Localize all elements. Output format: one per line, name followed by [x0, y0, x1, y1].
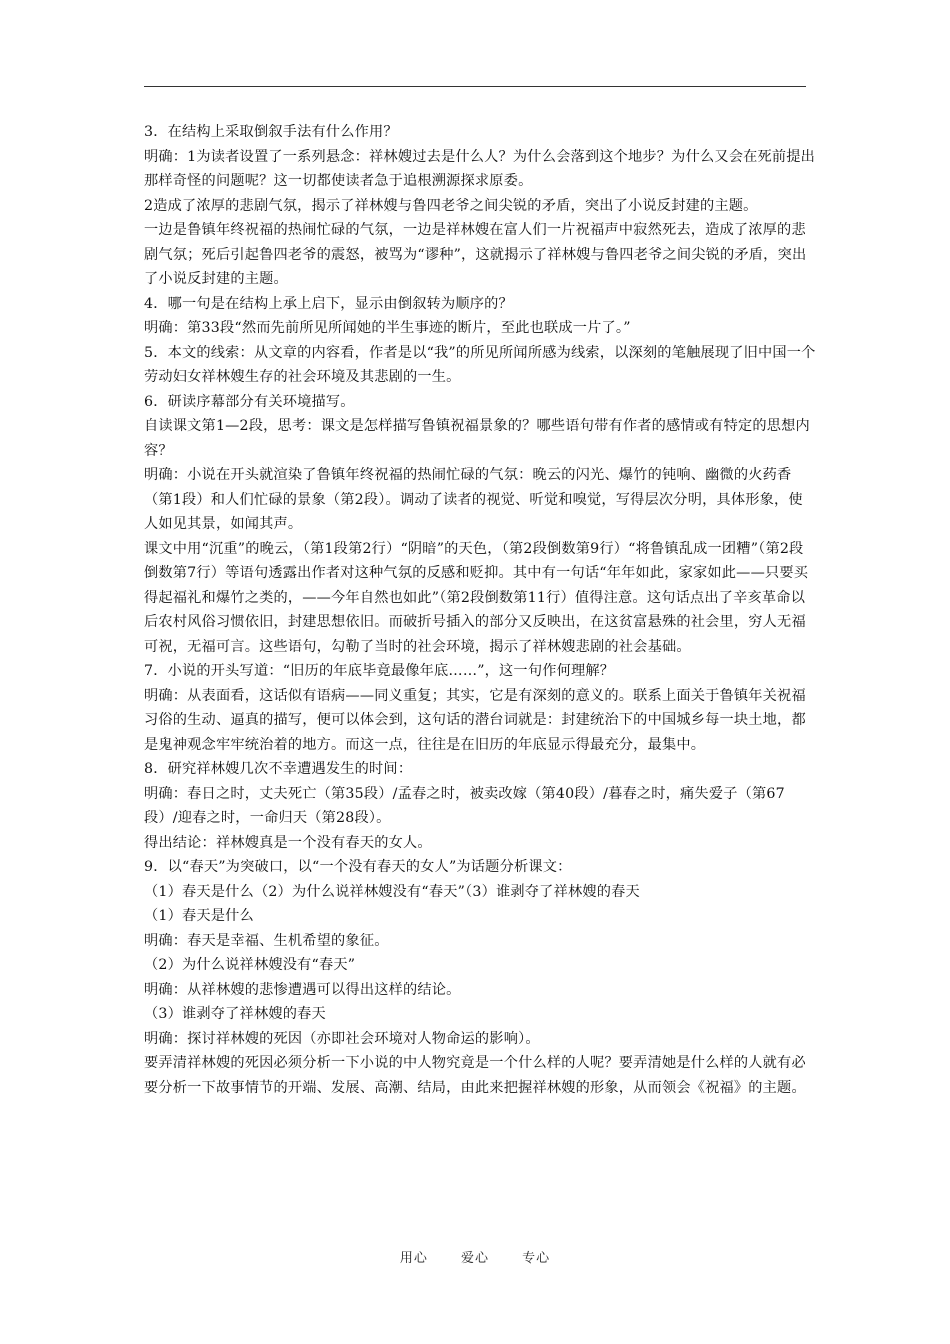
answer-4: 明确：第33段“然而先前所见所闻她的半生事迹的断片，至此也联成一片了。”	[144, 320, 631, 336]
closing-paragraph: 要弄清祥林嫂的死因必须分析一下小说的中人物究竟是一个什么样的人呢？要弄清她是什么样的人就有必要分析一下故事情节的开端、发展、高潮、结局，由此来把握祥林嫂的形象，从而领会《祝福》的主题。	[144, 1055, 806, 1096]
footer-left: 用心	[399, 1251, 428, 1266]
subtopic-1-answer: 明确：春天是幸福、生机希望的象征。	[144, 932, 389, 949]
question-9: 9．以“春天”为突破口，以“一个没有春天的女人”为话题分析课文：	[144, 859, 572, 875]
answer-6-analysis: 课文中用“沉重”的晚云，（第1段第2行）“阴暗”的天色，（第2段倒数第9行）“将鲁镇乱成一团糟”（第2段倒数第7行）等语句透露出作者对这种气氛的反感和贬抑。其中有一句话“年年如此，家家如此——只要买得起福礼和爆竹之类的，——今年自然也如此”（第2段倒数第11行）值得注意。这句话点出了辛亥革命以后农村风俗习惯依旧，封建思想依旧。而破折号插入的部分又反映出，在这贫富悬殊的社会里，穷人无福可祝，无福可言。这些语句，勾勒了当时的社会环境，揭示了祥林嫂悲剧的社会基础。	[144, 540, 809, 655]
answer-3-point-2: 2造成了浓厚的悲剧气氛，揭示了祥林嫂与鲁四老爷之间尖锐的矛盾，突出了小说反封建的主题。	[144, 197, 758, 214]
answer-7: 明确：从表面看，这话似有语病——同义重复；其实，它是有深刻的意义的。联系上面关于鲁镇年关祝福习俗的生动、逼真的描写，便可以体会到，这句话的潜台词就是：封建统治下的中国城乡每一块土地，都是鬼神观念牢牢统治着的地方。而这一点，往往是在旧历的年底显示得最充分，最集中。	[144, 687, 806, 753]
conclusion-8: 得出结论：祥林嫂真是一个没有春天的女人。	[144, 834, 432, 851]
answer-3-explanation: 一边是鲁镇年终祝福的热闹忙碌的气氛，一边是祥林嫂在富人们一片祝福声中寂然死去，造成了浓厚的悲剧气氛；死后引起鲁四老爷的震怒，被骂为“谬种”，这就揭示了祥林嫂与鲁四老爷之间尖锐的矛盾，突出了小说反封建的主题。	[144, 222, 807, 287]
header-rule	[144, 86, 806, 87]
answer-6: 明确：小说在开头就渲染了鲁镇年终祝福的热闹忙碌的气氛：晚云的闪光、爆竹的钝响、幽微的火药香（第1段）和人们忙碌的景象（第2段）。调动了读者的视觉、听觉和嗅觉，写得层次分明，具体形象，使人如见其景，如闻其声。	[144, 467, 803, 532]
question-8: 8．研究祥林嫂几次不幸遭遇发生的时间：	[144, 761, 413, 777]
answer-8: 明确：春日之时，丈夫死亡（第35段）/孟春之时，被卖改嫁（第40段）/暮春之时，痛失爱子（第67段）/迎春之时，一命归天（第28段）。	[144, 785, 785, 826]
subtopic-2-answer: 明确：从祥林嫂的悲惨遭遇可以得出这样的结论。	[144, 981, 461, 998]
question-6-prompt: 自读课文第1—2段，思考：课文是怎样描写鲁镇祝福景象的？哪些语句带有作者的感情或有特定的思想内容？	[144, 418, 810, 459]
subtopic-2: （2）为什么说祥林嫂没有“春天”	[144, 957, 356, 973]
footer-middle: 爱心	[460, 1251, 489, 1266]
subtopic-3-answer: 明确：探讨祥林嫂的死因（亦即社会环境对人物命运的影响）。	[144, 1030, 540, 1047]
subtopic-1: （1）春天是什么	[144, 908, 254, 924]
question-4: 4．哪一句是在结构上承上启下，显示由倒叙转为顺序的？	[144, 295, 513, 312]
question-7: 7．小说的开头写道：“旧历的年底毕竟最像年底……”，这一句作何理解？	[144, 663, 615, 679]
subtopic-3: （3）谁剥夺了祥林嫂的春天	[144, 1006, 326, 1022]
footer-right: 专心	[522, 1251, 551, 1266]
document-body	[144, 120, 816, 1100]
question-3: 3．在结构上采取倒叙手法有什么作用？	[144, 124, 398, 140]
point-5-clue: 5．本文的线索：从文章的内容看，作者是以“我”的所见所闻所感为线索，以深刻的笔触展现了旧中国一个劳动妇女祥林嫂生存的社会环境及其悲剧的一生。	[144, 344, 816, 385]
question-9-subtopics: （1）春天是什么（2）为什么说祥林嫂没有“春天”（3）谁剥夺了祥林嫂的春天	[144, 883, 640, 900]
question-6: 6．研读序幕部分有关环境描写。	[144, 393, 355, 410]
answer-3-point-1: 明确：1为读者设置了一系列悬念：祥林嫂过去是什么人？为什么会落到这个地步？为什么又会在死前提出那样奇怪的问题呢？这一切都使读者急于追根溯源探求原委。	[144, 148, 816, 189]
page-footer	[0, 1247, 950, 1266]
